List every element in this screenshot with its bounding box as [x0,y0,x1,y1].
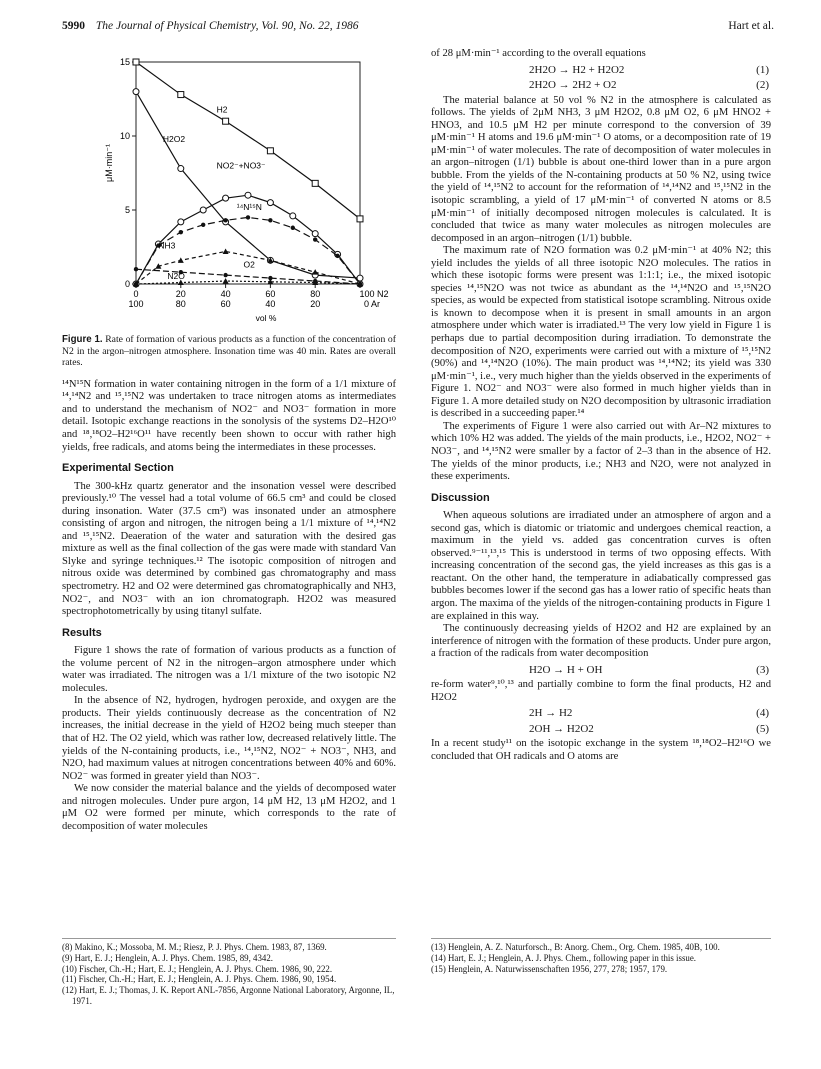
x-tick-label-n2: 20 [175,289,186,299]
series-label: ¹⁴N¹⁵N [236,202,262,212]
data-point [223,278,229,284]
data-point [179,230,183,234]
y-tick-label: 0 [124,279,130,289]
series-label: NH3 [158,240,176,251]
references-left [62,938,396,1007]
data-point [312,231,318,237]
data-point [178,219,184,225]
x-end-label-ar: 0 Ar [363,299,381,309]
y-axis-label: μM·min⁻¹ [104,144,114,182]
x-tick-label-ar: 20 [310,299,321,309]
series-label: O2 [243,259,255,270]
discussion-heading: Discussion [431,491,490,504]
x-tick-label-n2: 80 [310,289,321,299]
data-point [223,248,229,254]
experimental-heading: Experimental Section [62,462,174,475]
right-column [431,48,771,764]
data-point [267,200,273,206]
reference-item: (8) Makino, K.; Mossoba, M. M.; Riesz, P. J. Phys. Chem. 1983, 87, 1369. [62,942,327,952]
series-label: NO2⁻+NO3⁻ [216,160,266,171]
overall-equations-intro: of 28 μM·min⁻¹ according to the overall equations [431,48,646,59]
data-point [178,257,184,263]
figure-1 [62,48,396,328]
equation-5: 2OH → H2O2 (5) [529,722,769,735]
equation-4: 2H → H2 (4) [529,707,769,720]
equation-3: H2O → H + OH (3) [529,663,769,676]
hydrogen-experiment-paragraph: The experiments of Figure 1 were also carried out with Ar–N2 mixtures to which 10% H2 was added. The yields of the main products, i.e., H2O2, NO2⁻ + NO3⁻, and ¹⁴,¹⁵N2 were smaller by a factor of 2–3 than in the absence of H2. The yields of the minor products, i.e.; NH3 and N2O, were not analyzed in these experiments. [431,420,771,483]
data-point [268,218,272,222]
reform-paragraph: re-form water⁹,¹⁰,¹³ and partially combine to form the final products, H2 and H2O2 [431,679,771,703]
x-tick-label-n2: 40 [220,289,231,299]
recent-study-paragraph: In a recent study¹¹ on the isotopic exchange in the system ¹⁸,¹⁸O2–H2¹⁶O we concluded that OH radicals and O atoms are [431,738,771,762]
data-point [133,89,139,95]
reference-item: (11) Fischer, Ch.-H.; Hart, E. J.; Henglein, A. J. Phys. Chem. 1986, 90, 1954. [62,974,337,985]
caption-label: Figure 1. [62,334,103,345]
material-balance-paragraph: The material balance at 50 vol % N2 in the atmosphere is calculated as follows. The yields of 2μM NH3, 3 μM H2O2, 0.8 μM O2, 6 μM HNO2 + HNO3, and 10.5 μM H2 per minute correspond to the conversion of 39 μM·min⁻¹ H atoms and 19.6 μM·min⁻¹ O atoms, or a decomposition rate of 19 μM·min⁻¹ of water molecules. The rate of decomposition of water molecules in an argon–nitrogen (1/1) bubble is about one-third lower than in a pure argon bubble. From the yields of the N-containing products at 50 % N2, using twice the yield of ¹⁴,¹⁵N2 to account for the reformation of ¹⁴,¹⁴N2 and ¹⁵,¹⁵N2 in the isotopic scrambling, a yield of 17 μM·min⁻¹ of converted N atoms or 8.5 μM·min⁻¹ of initially decomposed nitrogen molecules is calculated. It is concluded that twice as many water molecules as nitrogen molecules are decomposed in an argon–nitrogen (1/1) bubble. [431,94,771,244]
data-point [200,207,206,213]
reference-item: (14) Hart, E. J.; Henglein, A. J. Phys. Chem., following paper in this issue. [431,952,696,963]
x-axis-label: vol % [255,313,277,323]
series-label: N2O [167,270,185,281]
left-column [62,48,396,833]
x-tick-label-ar: 40 [265,299,276,309]
x-end-label-n2: 100 N2 [359,289,389,299]
y-tick-label: 15 [119,57,130,67]
page-number: 5990 [62,20,85,32]
plot-frame [136,62,360,284]
x-tick-label-n2: 0 [133,289,139,299]
x-tick-label-n2: 60 [265,289,276,299]
series-label: H2 [216,104,228,115]
data-point [245,192,251,198]
data-point [223,218,227,222]
data-point [290,213,296,219]
experimental-paragraph: The 300-kHz quartz generator and the insonation vessel were described previously.¹⁰ The vessel had a total volume of 66.5 cm³ and could be closed during insonation. Water (37.5 cm³) was insonated under an atmosphere consisting of argon and nitrogen, the nitrogen being a 1/1 mixture of ¹⁴,¹⁴N2 and ¹⁵,¹⁵N2. Deaeration of the water and saturation with the desired gas mixture as well as the final collection of the gas were made with standard Van Slyke and syringe techniques.¹² The isotopic composition of nitrogen and nitrous oxide was determined by combined gas chromatography and mass spectrometry. H2 and O2 were determined gas chromatographically and NH3, NO2⁻, and NO3⁻ with an ion chromatograph. H2O2 was measured spectrophotometrically by using titanyl sulfate. [62,480,396,618]
data-point [335,254,339,258]
results-paragraph-2: In the absence of N2, hydrogen, hydrogen peroxide, and oxygen are the products. Their yields continuously decrease as the concentration of N2 increases, the initial decrease in the yield of H2O2 being much steeper than that of H2. The O2 yield, which was rather low, decreased relatively little. The yields of the N-containing products, i.e., ¹⁴,¹⁵N2, NO2⁻ + NO3⁻, NH3, and N2O, had maximum values at nitrogen concentrations between 40% and 60%. NO2⁻ was formed in greater yield than NO3⁻. [62,695,396,782]
figure-caption [62,334,396,369]
results-paragraph-3: We now consider the material balance and the yields of decomposed water and nitrogen molecules. Under pure argon, 14 μM H2, 13 μM H2O2, and 1 μM O2 were formed per minute, which corresponds to the rate of decomposition of water molecules [62,783,396,832]
x-tick-label-ar: 60 [220,299,231,309]
journal-title: The Journal of Physical Chemistry, Vol. 90, No. 22, 1986 [95,20,359,32]
series-label: H2O2 [162,133,186,144]
data-point [223,273,227,277]
n2o-paragraph: The maximum rate of N2O formation was 0.2 μM·min⁻¹ at 40% N2; this yield includes the yields of all three isotopic N2O molecules. The ratios in which these isotopic forms were present was 1:1:1; i.e., the mixed isotopic species ¹⁴,¹⁵N2O was not twice as abundant as the ¹⁴,¹⁴N2O and ¹⁵,¹⁵N2O species, as would be expected from statistical isotope scrambling. Nitrous oxide is known to decompose when it is present in small amounts in an argon atmosphere under which water is irradiated.¹³ The very low yield in Figure 1 is perhaps due to partial decomposition during irradiation. To demonstrate the decomposition of N2O, experiments were carried out with a mixture of ¹⁵,¹⁵N2 (90%) and ¹⁴,¹⁴N2O (10%). The main product was ¹⁴,¹⁴N2; its yield was 330 μM·min⁻¹, i.e., very much higher than the yields observed in the experiments of Figure 1. NO2⁻ and NO3⁻ were also formed in much higher yields than in Figure 1. A more detailed study on N2O decomposition by ultrasonic irradiation is described in a succeeding paper.¹⁴ [431,245,771,420]
data-point [291,226,295,230]
data-point [133,59,139,65]
y-tick-label: 5 [124,205,130,215]
equation-1: 2H2O → H2 + H2O2 (1) [529,63,769,76]
figure-1-chart [62,48,396,326]
intro-paragraph: ¹⁴N¹⁵N formation in water containing nitrogen in the form of a 1/1 mixture of ¹⁴,¹⁴N2 and ¹⁵,¹⁵N2 was undertaken to trace nitrogen atoms as intermediates and to understand the mechanism of NO2⁻ and NO3⁻ formation in more detail. Isotopic exchange reactions in the sonolysis of the systems D2–H2O¹⁰ and ¹⁸,¹⁸O2–H2¹⁶O¹¹ have recently been shown to occur with rather high yields, free radicals, and atoms being the intermediates in these processes. [62,378,396,453]
reference-item: (10) Fischer, Ch.-H.; Hart, E. J.; Henglein, A. J. Phys. Chem. 1986, 90, 222. [62,963,333,974]
data-point [357,216,363,222]
data-point [134,267,138,271]
data-point [246,215,250,219]
data-point [312,180,318,186]
data-point [313,237,317,241]
data-point [267,148,273,154]
discussion-paragraph-1: When aqueous solutions are irradiated under an atmosphere of argon and a second gas, which is diatomic or triatomic and undergoes chemical reaction, a maximum in the yield vs. added gas concentration curves is often observed.⁹⁻¹¹,¹³,¹⁵ This is understood in terms of two opposing effects. With increasing concentration of the second gas, the yield increases as this gas is a reactant. On the other hand, the temperature in adiabatically compressed gas bubbles becomes lower if the second gas has a lower ratio of specific heats than argon. The maxima of the yields of the nitrogen-containing products in Figure 1 are explained in this way. [431,510,771,622]
reference-item: (12) Hart, E. J.; Thomas, J. K. Report ANL-7856, Argonne National Laboratory, Argonne, IL, 1971. [62,985,395,1006]
x-tick-label-ar: 100 [128,299,144,309]
data-point [223,118,229,124]
results-paragraph-1: Figure 1 shows the rate of formation of various products as a function of the volume percent of N2 in the nitrogen–argon atmosphere under which water was irradiated. The nitrogen was a 1/1 mixture of the two isotopic N2 molecules. [62,645,396,694]
data-point [357,275,363,281]
discussion-paragraph-2: The continuously decreasing yields of H2O2 and H2 are explained by an interference of nitrogen with the formation of these products. Under pure argon, a fraction of the radicals from water decomposition [431,623,771,660]
reference-item: (13) Henglein, A. Z. Naturforsch., B: Anorg. Chem., Org. Chem. 1985, 40B, 100. [431,942,720,952]
page-header-left [62,20,358,32]
equation-2: 2H2O → 2H2 + O2 (2) [529,79,769,92]
reference-item: (15) Henglein, A. Naturwissenschaften 1956, 277, 278; 1957, 179. [431,963,668,974]
caption-text: Rate of formation of various products as a function of the concentration of N2 in the argon–nitrogen atmosphere. Insonation time was 40 min. Rates are overall rates. [62,334,396,369]
data-point [223,195,229,201]
results-heading: Results [62,626,102,639]
y-tick-label: 10 [119,131,130,141]
references-right [431,938,771,974]
data-point [312,269,318,275]
data-point [178,166,184,172]
page-header-authors: Hart et al. [728,20,774,32]
data-point [178,92,184,98]
reference-item: (9) Hart, E. J.; Henglein, A. J. Phys. Chem. 1985, 89, 4342. [62,952,274,963]
data-point [201,223,205,227]
x-tick-label-ar: 80 [175,299,186,309]
